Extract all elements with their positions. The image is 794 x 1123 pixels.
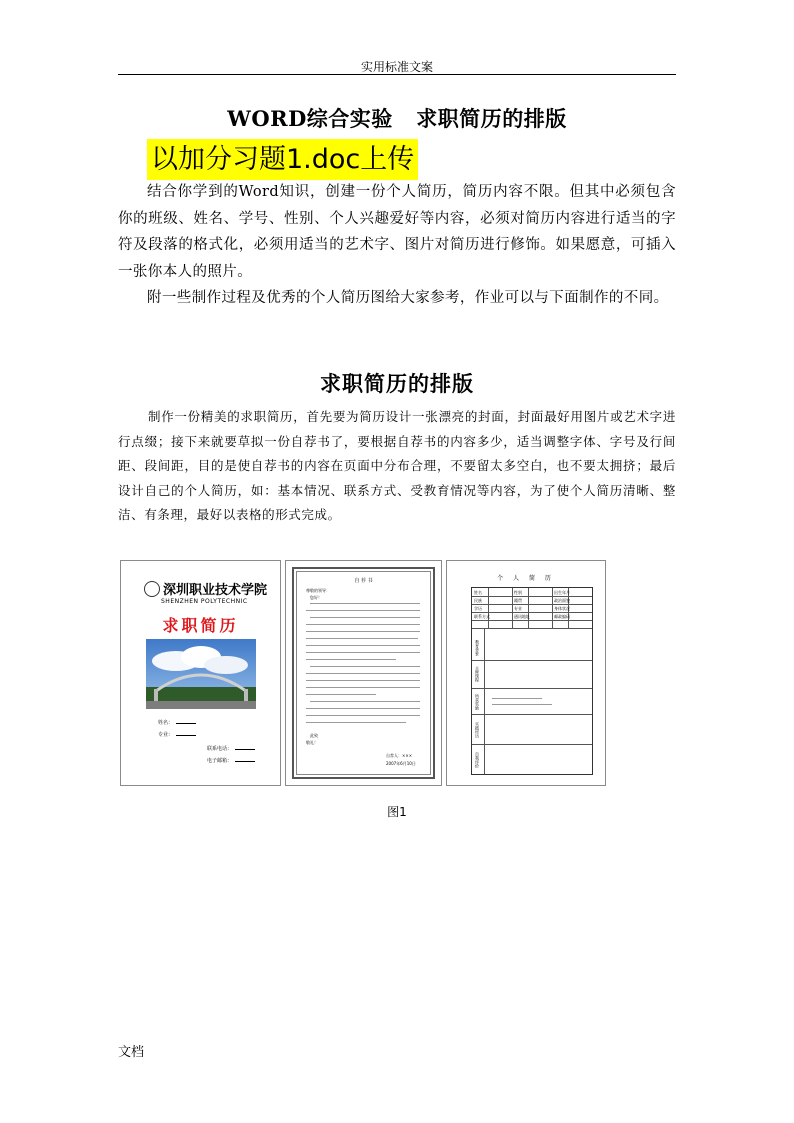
resume-section-awards: 所获奖励 xyxy=(475,694,480,710)
resume-cell-2: 出生年月 xyxy=(554,590,570,595)
letter-greeting: 尊敬的领导： xyxy=(306,588,330,593)
section-title: 求职简历的排版 xyxy=(320,371,474,396)
school-logo-icon xyxy=(144,581,160,597)
resume-section-education: 教育背景 xyxy=(475,640,480,656)
resume-table xyxy=(471,587,593,775)
cover-field-name: 姓名： xyxy=(158,719,196,726)
cover-field-phone: 联系电话： xyxy=(207,745,255,752)
header-rule xyxy=(118,74,676,75)
school-name-en: SHENZHEN POLYTECHNIC xyxy=(161,598,248,605)
resume-cell-1: 性别 xyxy=(514,590,522,595)
letter-signer: 自荐人：××× xyxy=(386,753,413,758)
cover-field-major: 专业： xyxy=(158,731,196,738)
figure-resume-page xyxy=(446,560,606,786)
resume-cell-8: 身体状况 xyxy=(554,606,570,611)
cover-field-email: 电子邮箱： xyxy=(207,757,255,764)
section-body: 制作一份精美的求职简历，首先要为简历设计一张漂亮的封面，封面最好用图片或艺术字进行点缀；接下来就要草拟一份自荐书了，要根据自荐书的内容多少，适当调整字体、字号及行间距、段间距，目的是使自荐书的内容在页面中分布合理，不要留太多空白，也不要太拥挤；最后设计自己的个人简历，如：基本情况、联系方式、受教育情况等内容，为了使个人简历清晰、整洁、有条理，最好以表格的形式完成。 xyxy=(118,409,676,522)
letter-title: 自 荐 书 xyxy=(354,578,373,584)
letter-date: 2007年6月10日 xyxy=(386,761,416,766)
resume-cell-0: 姓名 xyxy=(474,590,482,595)
resume-cell-9: 联系方式 xyxy=(474,614,490,619)
resume-cell-6: 学历 xyxy=(474,606,482,611)
figure-caption: 图1 xyxy=(387,805,407,819)
resume-title: 个 人 简 历 xyxy=(497,575,555,582)
page-footer: 文档 xyxy=(118,1045,145,1060)
resume-cell-11: 邮政编码 xyxy=(554,614,570,619)
paragraph-2: 附一些制作过程及优秀的个人简历图给大家参考，作业可以与下面制作的不同。 xyxy=(147,290,669,306)
resume-cell-4: 籍贯 xyxy=(514,598,522,603)
highlighted-instruction: 以加分习题1.doc上传 xyxy=(147,139,418,180)
resume-cell-3: 民族 xyxy=(474,598,482,603)
resume-section-courses: 主修课程 xyxy=(475,666,480,682)
letter-hello: 您好！ xyxy=(310,595,322,600)
letter-closing-2: 敬礼！ xyxy=(306,740,318,745)
school-name: 深圳职业技术学院 xyxy=(163,583,268,598)
campus-photo xyxy=(146,639,256,709)
document-title: WORD综合实验 求职简历的排版 xyxy=(227,106,567,131)
letter-closing-1: 此致 xyxy=(310,733,318,738)
page-header: 实用标准文案 xyxy=(360,60,433,74)
cover-title: 求职简历 xyxy=(162,616,239,635)
figure-cover-page xyxy=(120,560,281,786)
resume-cell-7: 专业 xyxy=(514,606,522,611)
figure-letter-page xyxy=(285,560,442,786)
resume-cell-5: 政治面貌 xyxy=(554,598,570,603)
resume-cell-10: 通讯地址 xyxy=(514,614,530,619)
resume-section-practice: 实践经历 xyxy=(475,722,480,738)
paragraph-1: 结合你学到的Word知识，创建一份个人简历，简历内容不限。但其中必须包含你的班级、姓名、学号、性别、个人兴趣爱好等内容，必须对简历内容进行适当的字符及段落的格式化，必须用适当的艺术字、图片对简历进行修饰。如果愿意，可插入一张你本人的照片。 xyxy=(118,184,676,280)
resume-section-self: 自我评价 xyxy=(475,752,480,768)
